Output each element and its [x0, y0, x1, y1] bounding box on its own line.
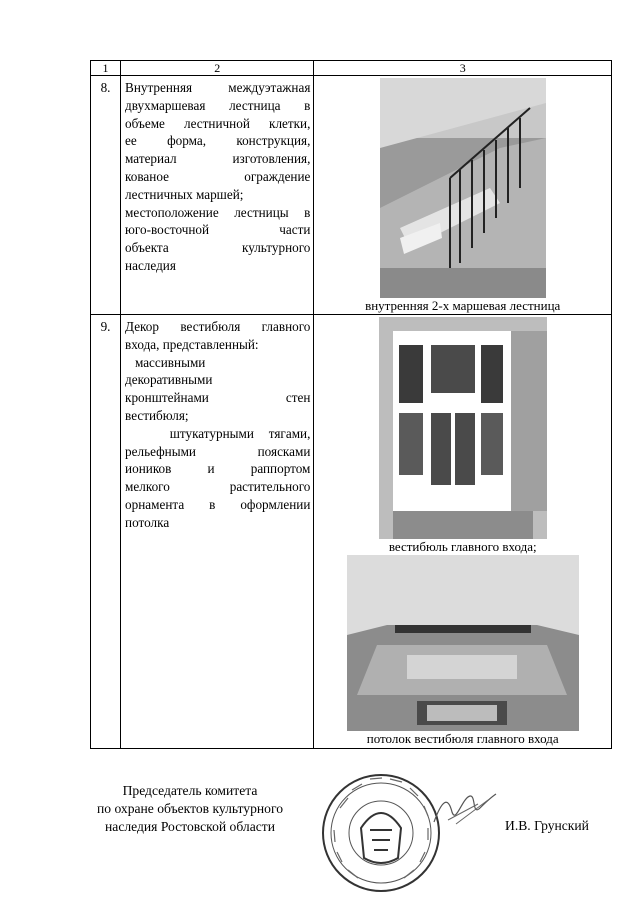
handwritten-signature: [430, 790, 500, 830]
description-line: массивными: [125, 354, 206, 370]
description-line: наследия: [125, 257, 176, 273]
description-line: мелкого растительного: [125, 479, 311, 495]
photo-cell: [314, 76, 612, 315]
photo-caption: потолок вестибюля главного входа: [366, 731, 559, 746]
row-number: 9.: [91, 315, 121, 749]
header-col-1: 1: [91, 61, 121, 76]
header-col-3: 3: [314, 61, 612, 76]
table-row-8: [91, 76, 612, 315]
description-line: вестибюля;: [125, 407, 189, 423]
description-line: юго-восточной части: [125, 222, 311, 238]
description-line: Декор вестибюля главного: [125, 319, 311, 334]
vestibule-photo: [379, 317, 547, 539]
row-description: [121, 315, 314, 749]
description-line: кованое ограждение: [125, 168, 311, 184]
staircase-photo: [380, 78, 546, 298]
signatory-position-line: Председатель комитета: [122, 783, 258, 798]
signatory-name: И.В. Грунский: [505, 818, 589, 833]
monument-features-table: [90, 60, 612, 749]
row-description: [121, 76, 314, 315]
description-line: объекта культурного: [125, 240, 311, 256]
description-line: декоративными: [125, 372, 213, 388]
photo-caption: внутренняя 2-х маршевая лестница: [365, 298, 561, 313]
signatory-position: [80, 782, 300, 836]
row-number: 8.: [91, 76, 121, 315]
ceiling-photo: [347, 555, 579, 731]
signatory-position-line: наследия Ростовской области: [105, 819, 275, 834]
photo-cell: [314, 315, 612, 749]
description-line: иоников и раппортом: [125, 461, 311, 477]
description-line: лестничных маршей;: [125, 186, 244, 202]
description-line: двухмаршевая лестница в: [125, 97, 311, 113]
description-line: местоположение лестницы в: [125, 204, 311, 220]
table-row-9: [91, 315, 612, 749]
description-line: Внутренняя междуэтажная: [125, 80, 311, 95]
table-header-row: [91, 61, 612, 76]
signatory-position-line: по охране объектов культурного: [96, 801, 284, 816]
description-line: кронштейнами стен: [125, 390, 311, 406]
photo-caption: вестибюль главного входа;: [388, 539, 537, 554]
description-line: входа, представленный:: [125, 336, 259, 352]
official-seal: [320, 768, 442, 898]
description-line: штукатурными тягами,: [125, 425, 311, 441]
header-col-2: 2: [121, 61, 314, 76]
description-line: материал изготовления,: [125, 151, 311, 167]
description-line: рельефными поясками: [125, 443, 311, 459]
description-line: ее форма, конструкция,: [125, 133, 311, 149]
description-line: потолка: [125, 514, 170, 530]
description-line: орнамента в оформлении: [125, 496, 311, 512]
description-line: объеме лестничной клетки,: [125, 115, 311, 131]
